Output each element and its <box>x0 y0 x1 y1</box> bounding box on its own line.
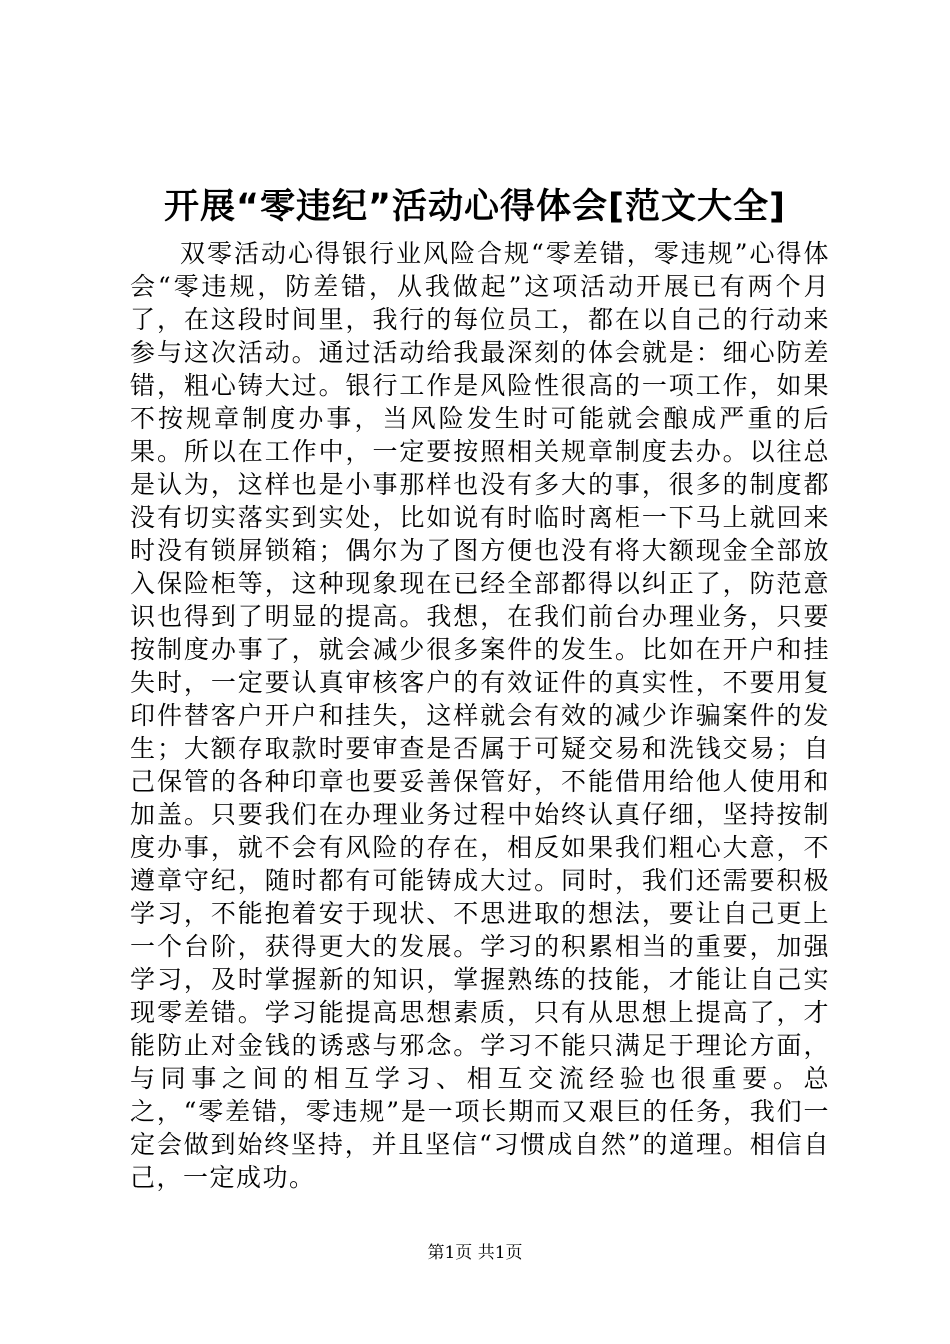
page-number-footer: 第1页 共1页 <box>427 1243 523 1263</box>
document-title: 开展“零违纪”活动心得体会[范文大全] <box>164 187 786 227</box>
document-body-paragraph: 双零活动心得银行业风险合规“零差错，零违规”心得体会“零违规，防差错，从我做起”这项活动开展已有两个月了，在这段时间里，我行的每位员工，都在以自己的行动来参与这次活动。通过活动给我最深刻的体会就是：细心防差错，粗心铸大过。银行工作是风险性很高的一项工作，如果不按规章制度办事，当风险发生时可能就会酿成严重的后果。所以在工作中，一定要按照相关规章制度去办。以往总是认为，这样也是小事那样也没有多大的事，很多的制度都没有切实落实到实处，比如说有时临时离柜一下马上就回来时没有锁屏锁箱；偶尔为了图方便也没有将大额现金全部放入保险柜等，这种现象现在已经全部都得以纠正了，防范意识也得到了明显的提高。我想，在我们前台办理业务，只要按制度办事了，就会减少很多案件的发生。比如在开户和挂失时，一定要认真审核客户的有效证件的真实性，不要用复印件替客户开户和挂失，这样就会有效的减少诈骗案件的发生；大额存取款时要审查是否属于可疑交易和洗钱交易；自己保管的各种印章也要妥善保管好，不能借用给他人使用和加盖。只要我们在办理业务过程中始终认真仔细，坚持按制度办事，就不会有风险的存在，相反如果我们粗心大意，不遵章守纪，随时都有可能铸成大过。同时，我们还需要积极学习，不能抱着安于现状、不思进取的想法，要让自己更上一个台阶，获得更大的发展。学习的积累相当的重要，加强学习，及时掌握新的知识，掌握熟练的技能，才能让自己实现零差错。学习能提高思想素质，只有从思想上提高了，才能防止对金钱的诱惑与邪念。学习不能只满足于理论方面，与同事之间的相互学习、相互交流经验也很重要。总之，“零差错，零违规”是一项长期而又艰巨的任务，我们一定会做到始终坚持，并且坚信“习惯成自然”的道理。相信自己，一定成功。 <box>130 239 830 1192</box>
